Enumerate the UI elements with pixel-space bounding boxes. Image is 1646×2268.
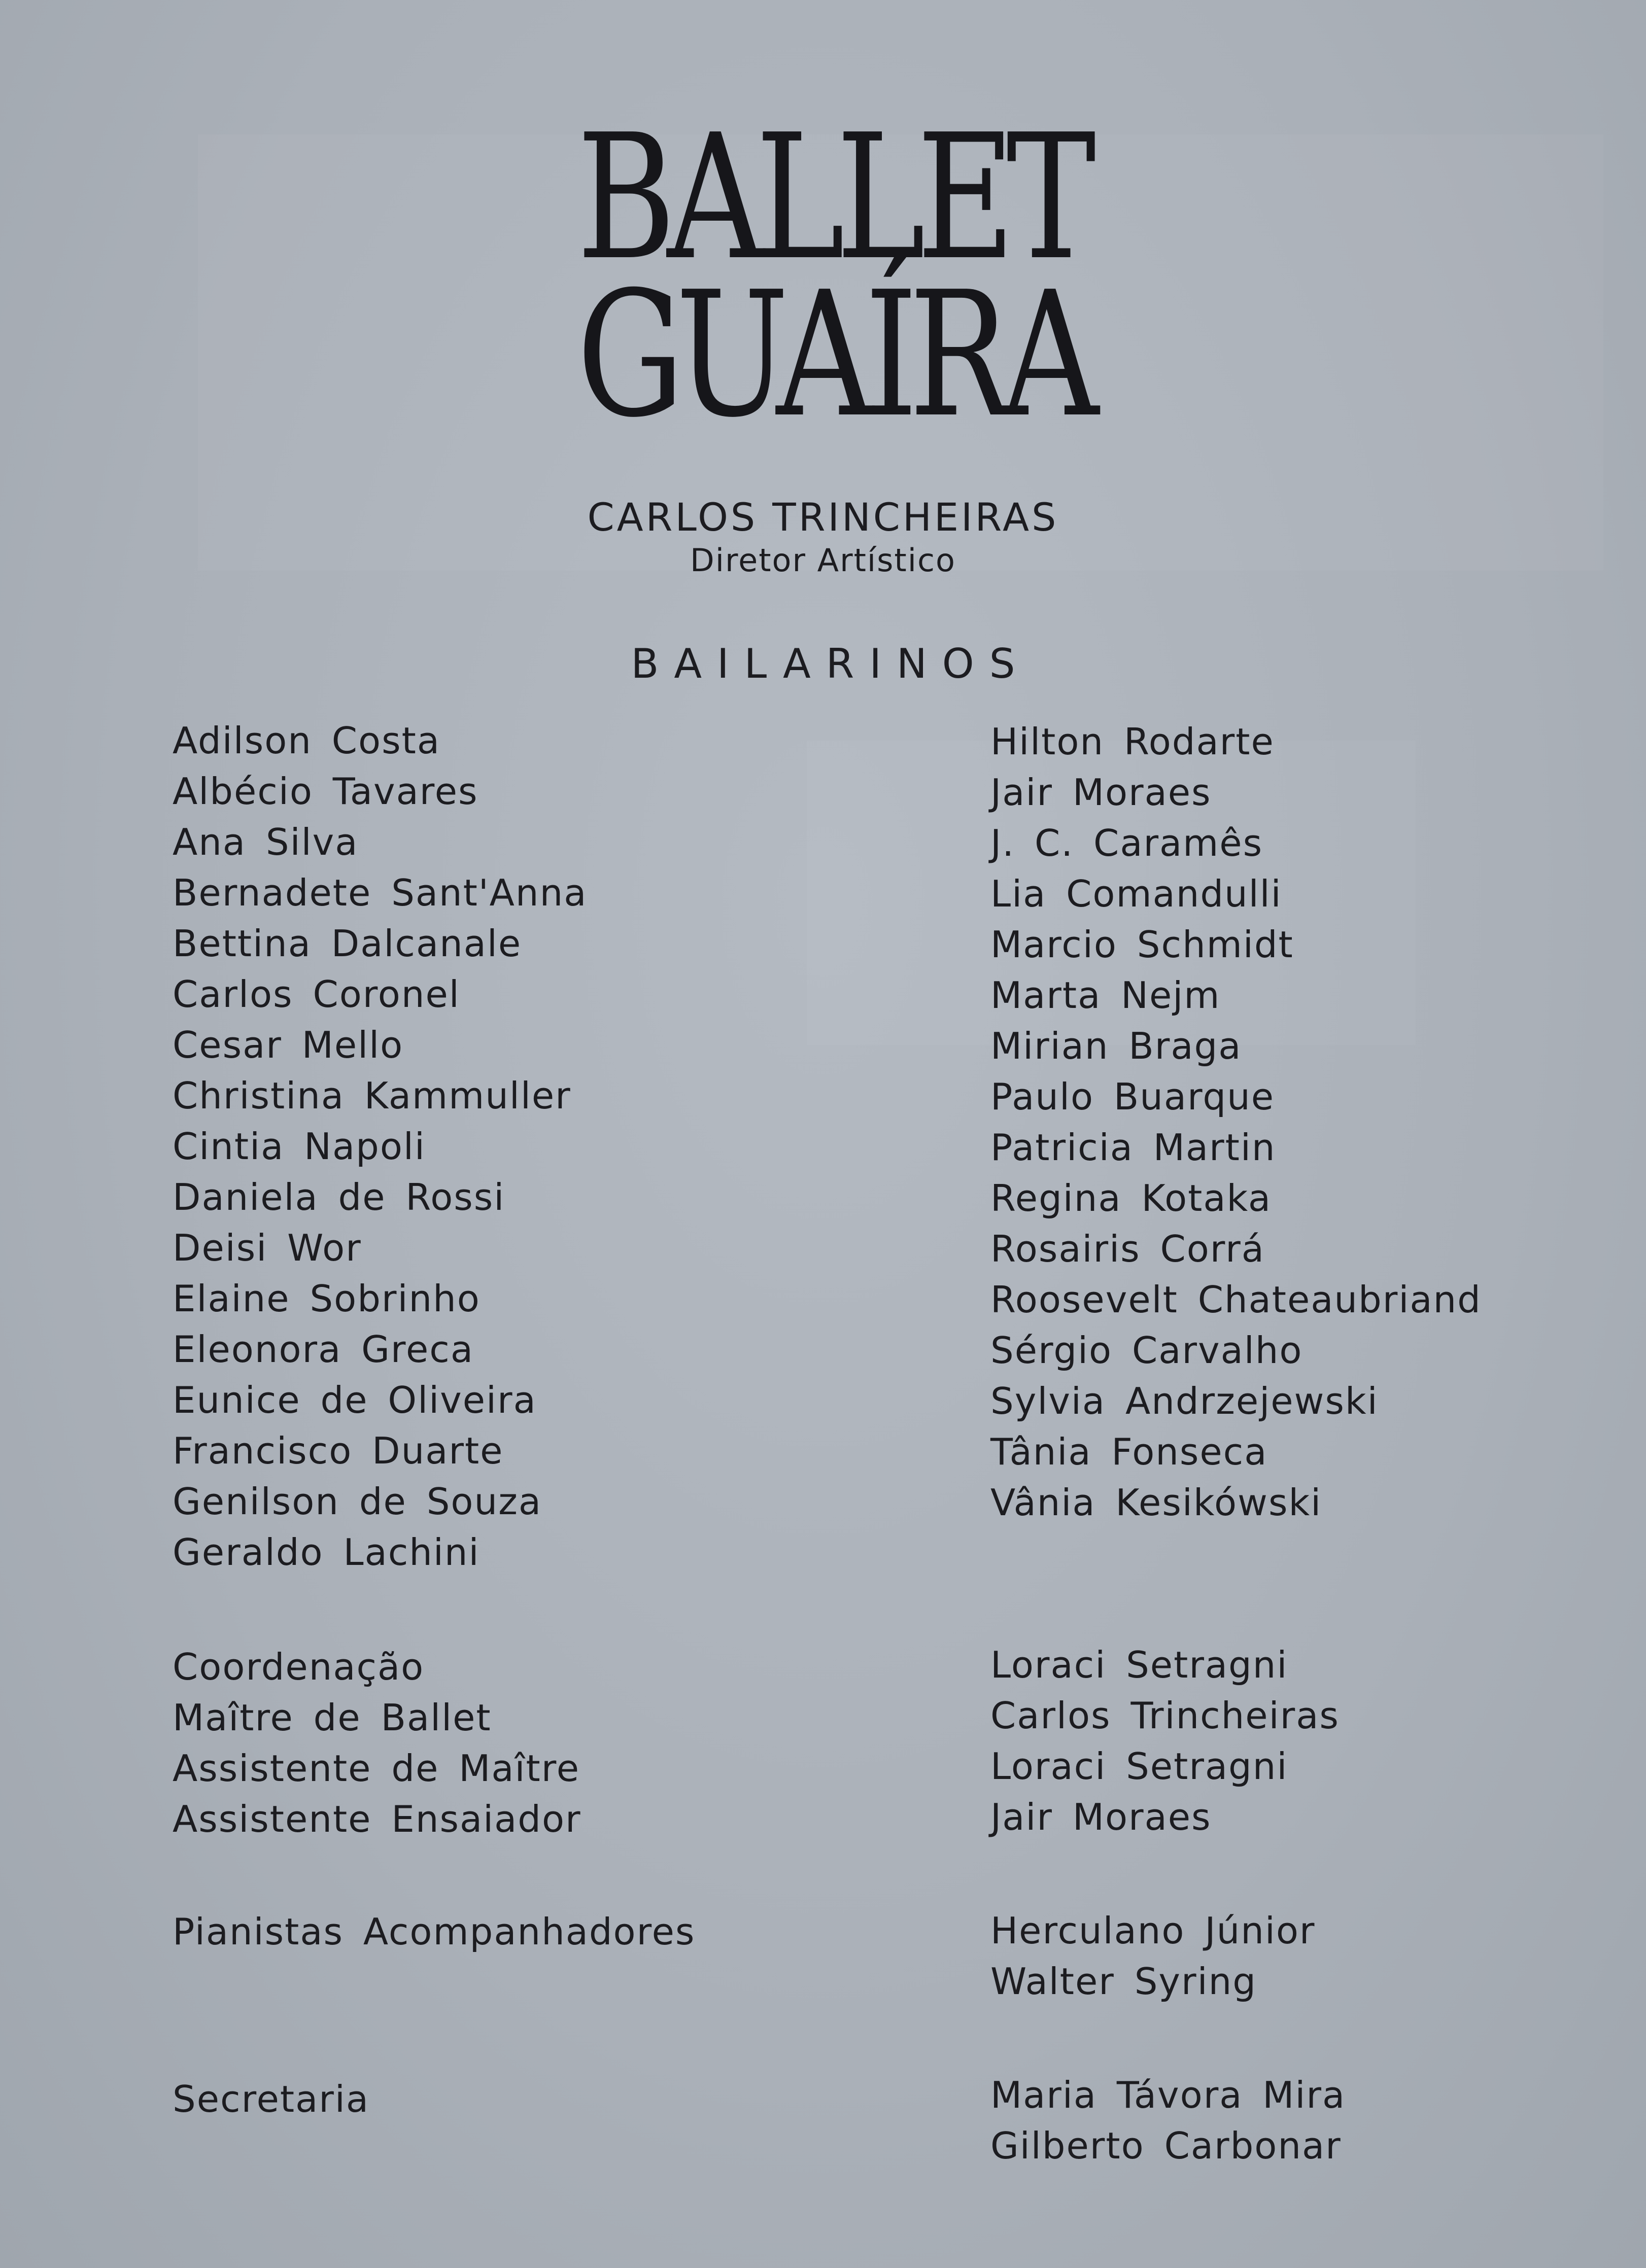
staff-role: Coordenação — [173, 1646, 425, 1688]
dancer-name: Geraldo Lachini — [173, 1531, 480, 1574]
staff-role-secretaria — [173, 2074, 369, 2124]
dancer-name: Vânia Kesikówski — [990, 1481, 1322, 1524]
logo-line: BALLET — [576, 97, 1087, 298]
dancers-heading: BAILARINOS — [631, 640, 1031, 687]
dancer-name: Hilton Rodarte — [990, 720, 1275, 763]
dancer-name: Eleonora Greca — [173, 1328, 474, 1371]
staff-name: Maria Távora Mira — [990, 2074, 1346, 2116]
director-name: CARLOS TRINCHEIRAS — [587, 495, 1059, 540]
staff-name: Loraci Setragni — [990, 1644, 1288, 1686]
dancer-name: Rosairis Corrá — [990, 1228, 1265, 1270]
staff-name: Gilberto Carbonar — [990, 2124, 1342, 2167]
dancer-name: Paulo Buarque — [990, 1075, 1275, 1118]
dancer-name: Christina Kammuller — [173, 1074, 571, 1117]
dancers-list-right — [990, 716, 1482, 1528]
staff-name: Herculano Júnior — [990, 1909, 1316, 1952]
dancer-name: Elaine Sobrinho — [173, 1277, 481, 1320]
dancer-name: Sylvia Andrzejewski — [990, 1380, 1379, 1422]
staff-name: Carlos Trincheiras — [990, 1694, 1340, 1737]
staff-name: Jair Moraes — [990, 1796, 1212, 1838]
dancer-name: Deisi Wor — [173, 1227, 362, 1269]
dancer-name: J. C. Caramês — [990, 822, 1263, 864]
dancer-name: Ana Silva — [173, 821, 359, 863]
staff-role: Secretaria — [173, 2078, 369, 2120]
staff-name: Loraci Setragni — [990, 1745, 1288, 1788]
dancer-name: Sérgio Carvalho — [990, 1329, 1303, 1372]
dancer-name: Bettina Dalcanale — [173, 922, 522, 965]
staff-role: Assistente de Maître — [173, 1747, 580, 1790]
staff-role: Maître de Ballet — [173, 1696, 492, 1739]
staff-roles-group-1 — [173, 1642, 581, 1844]
staff-role-pianists — [173, 1906, 695, 1957]
dancer-name: Regina Kotaka — [990, 1177, 1272, 1219]
dancer-name: Cesar Mello — [173, 1024, 404, 1066]
dancer-name: Daniela de Rossi — [173, 1176, 505, 1218]
director-role: Diretor Artístico — [690, 542, 956, 579]
dancer-name: Patricia Martin — [990, 1126, 1276, 1169]
dancer-name: Albécio Tavares — [173, 770, 478, 813]
dancer-name: Jair Moraes — [990, 771, 1212, 814]
dancer-name: Tânia Fonseca — [990, 1430, 1268, 1473]
dancer-name: Genilson de Souza — [173, 1480, 542, 1523]
staff-role: Pianistas Acompanhadores — [173, 1910, 696, 1953]
dancer-name: Francisco Duarte — [173, 1429, 504, 1472]
dancer-name: Lia Comandulli — [990, 873, 1282, 915]
staff-name: Walter Syring — [990, 1960, 1257, 2003]
dancer-name: Mirian Braga — [990, 1025, 1242, 1067]
dancer-name: Cintia Napoli — [173, 1125, 426, 1168]
dancer-name: Marcio Schmidt — [990, 923, 1294, 966]
dancers-list-left — [173, 715, 587, 1578]
staff-names-secretaria — [990, 2070, 1346, 2171]
dancer-name: Bernadete Sant'Anna — [173, 871, 588, 914]
dancer-name: Eunice de Oliveira — [173, 1379, 537, 1421]
logo-line: GUAÍRA — [576, 255, 1090, 456]
dancer-name: Adilson Costa — [173, 719, 440, 762]
dancer-name: Carlos Coronel — [173, 973, 460, 1016]
dancer-name: Roosevelt Chateaubriand — [990, 1278, 1482, 1321]
staff-names-group-1 — [990, 1639, 1340, 1842]
dancer-name: Marta Nejm — [990, 974, 1221, 1017]
ballet-guaira-logo — [507, 97, 1139, 456]
staff-names-pianists — [990, 1905, 1316, 2007]
staff-role: Assistente Ensaiador — [173, 1798, 581, 1840]
